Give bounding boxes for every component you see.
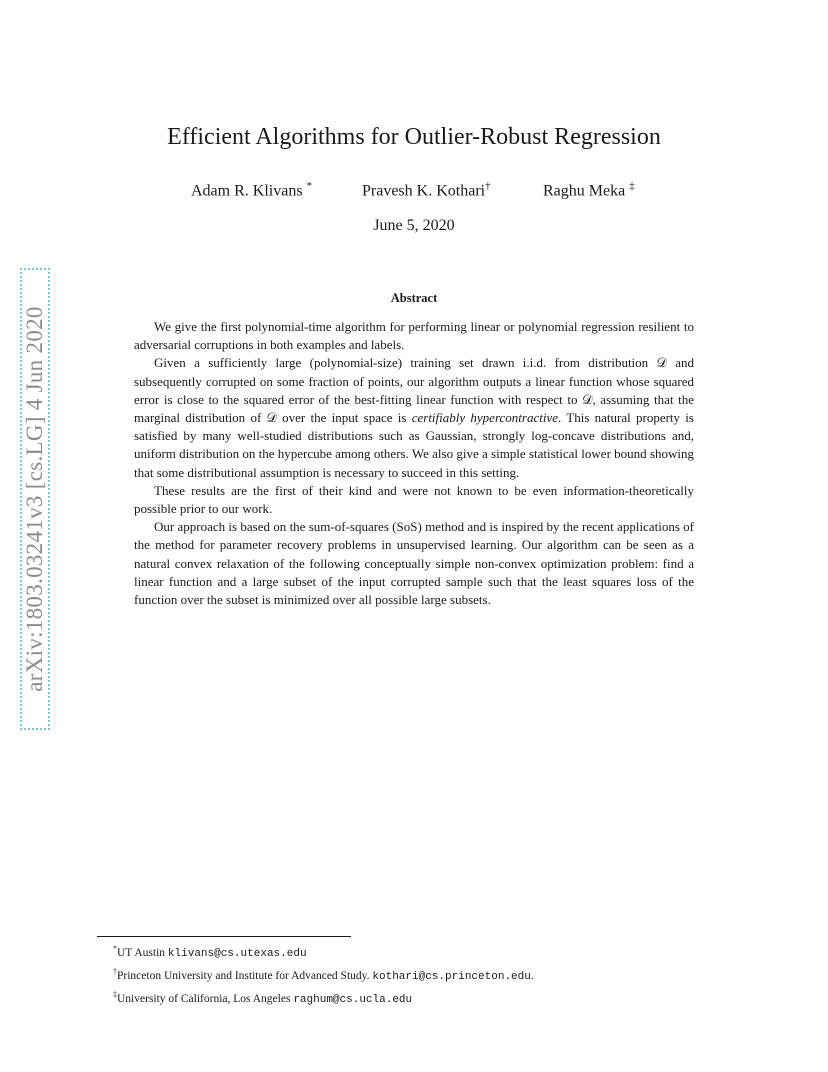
footnote-2	[113, 963, 534, 986]
arxiv-identifier: arXiv:1803.03241v3 [cs.LG] 4 Jun 2020	[22, 306, 47, 692]
author-mark: *	[306, 180, 313, 192]
abstract-paragraph-2	[134, 354, 694, 481]
footnote-1	[113, 940, 534, 963]
abstract-paragraph-4: Our approach is based on the sum-of-squares (SoS) method and is inspired by the recent applications of the method for parameter recovery problems in unsupervised learning. Our algorithm can be seen as a natural convex relaxation of the following conceptually simple non-convex optimization problem: find a linear function and a large subset of the input corrupted sample such that the least squares loss of the function over the subset is minimized over all possible large subsets.	[134, 519, 694, 608]
author-name: Raghu Meka	[543, 182, 626, 200]
paper-title: Efficient Algorithms for Outlier-Robust Regression	[167, 124, 661, 150]
author-mark: ‡	[629, 180, 635, 192]
footnote-tail: .	[530, 969, 534, 982]
footnote-mark: ‡	[113, 989, 117, 999]
abstract-paragraph-3: These results are the first of their kind and were not known to be even information-theoretically possible prior to our work.	[134, 482, 694, 517]
author-1	[191, 180, 312, 200]
footnote-text: UT Austin	[117, 946, 168, 959]
abstract-paragraph-1: We give the first polynomial-time algorithm for performing linear or polynomial regression resilient to adversarial corruptions in both examples and labels.	[134, 319, 694, 353]
author-3	[543, 180, 635, 200]
abstract-text: Given a sufficiently large (polynomial-size) training set drawn i.i.d. from distribution 𝒟 and subsequently corrupted on some fraction of points, our algorithm outputs a linear function whose squared error is close to the squared error of the best-fitting linear function with respect to 𝒟, assuming that the marginal distribution of 𝒟 over the input space is	[134, 355, 694, 426]
footnote-rule	[97, 936, 351, 937]
footnote-mark: †	[113, 966, 117, 976]
abstract-text: . This natural property is satisfied by many well-studied distributions such as Gaussian, strongly log-concave distributions and, uniform distribution on the hypercube among others. We also give a simple statistical lower bound showing that some distributional assumption is necessary to succeed in this setting.	[134, 410, 694, 480]
footnote-3	[113, 986, 534, 1009]
abstract-emphasis: certifiably hypercontractive	[411, 410, 558, 426]
footnote-email[interactable]: kothari@cs.princeton.edu	[372, 970, 531, 983]
author-mark: †	[485, 180, 491, 192]
footnote-mark: *	[113, 944, 117, 953]
footnote-text: University of California, Los Angeles	[117, 992, 294, 1005]
footnote-email[interactable]: raghum@cs.ucla.edu	[293, 993, 413, 1006]
author-2	[362, 180, 491, 200]
footnote-text: Princeton University and Institute for Advanced Study.	[117, 969, 373, 982]
footnote-email[interactable]: klivans@cs.utexas.edu	[167, 947, 307, 960]
abstract-body	[134, 318, 694, 609]
paper-date: June 5, 2020	[373, 217, 455, 234]
footnotes	[113, 940, 534, 1008]
author-name: Pravesh K. Kothari	[362, 182, 486, 200]
author-name: Adam R. Klivans	[191, 182, 303, 200]
abstract-heading: Abstract	[390, 291, 438, 305]
